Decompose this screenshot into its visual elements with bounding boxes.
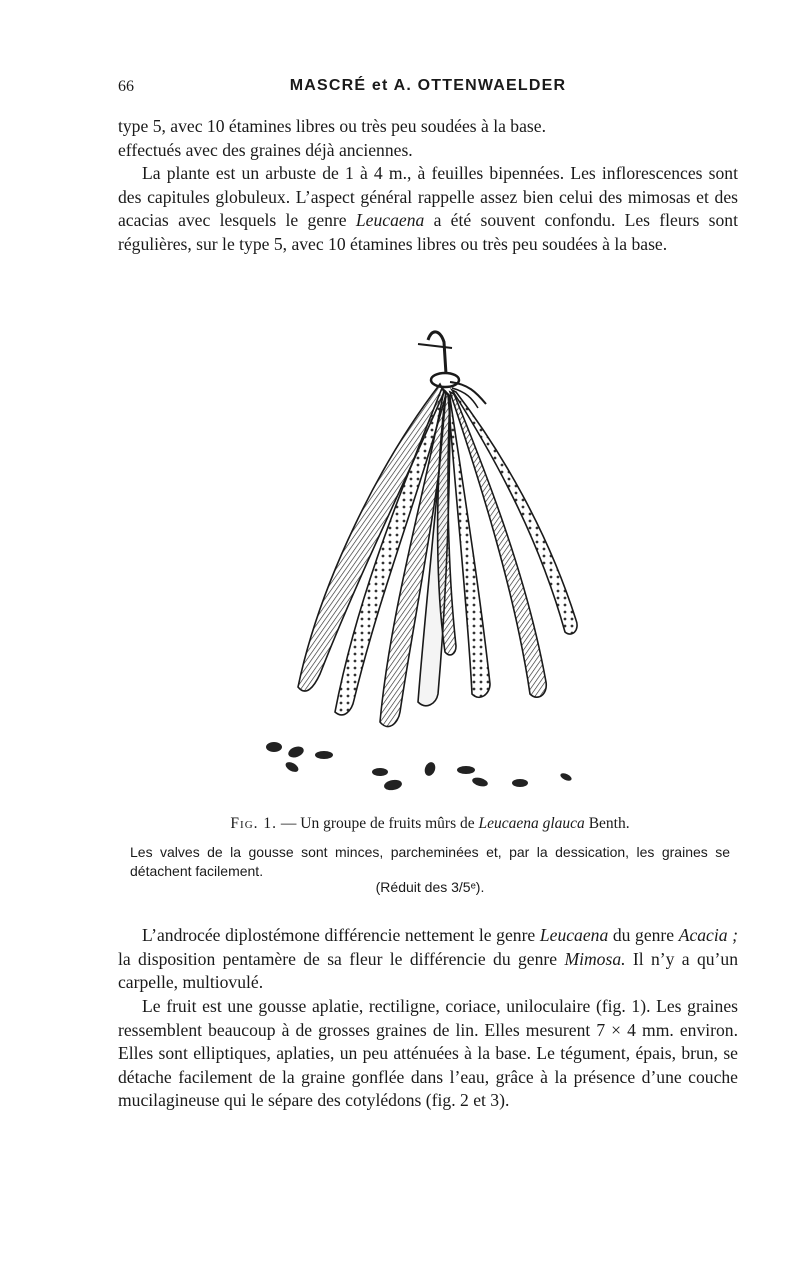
text-run: la disposition pentamère de sa fleur le différencie du genre xyxy=(118,948,565,969)
figure-label: Fig. 1. xyxy=(230,815,278,832)
figure-caption xyxy=(130,815,730,833)
text-line: effectués avec des graines déjà anciennes. xyxy=(118,139,413,160)
paragraph-continuation xyxy=(118,115,738,162)
page-header xyxy=(118,78,738,104)
genus-name: Mimosa. xyxy=(564,948,626,969)
text-run: Il n’y a qu’un carpelle, multiovulé. xyxy=(118,948,739,992)
caption-text: — Un groupe de fruits mûrs de xyxy=(277,815,479,832)
genus-name: Acacia ; xyxy=(678,925,739,945)
figure-reduction-note: (Réduit des 3/5ᵉ). xyxy=(375,879,485,895)
text-run: L’androcée diplostémone différencie nettement le genre xyxy=(142,925,540,945)
text-run: a été souvent confondu. Les fleurs sont régulières, sur le type 5, avec 10 étamines libres ou très peu soudées à la base. xyxy=(118,210,738,254)
species-name: Leucaena glauca xyxy=(478,815,585,832)
text-run: du genre xyxy=(608,925,679,945)
paragraph-plant-description xyxy=(118,162,738,256)
text-line: type 5, avec 10 étamines libres ou très peu soudées à la base. xyxy=(118,116,546,136)
loose-seeds xyxy=(266,742,573,791)
seed-pods-drawing xyxy=(240,322,600,802)
genus-name: Leucaena xyxy=(539,925,609,945)
genus-name: Leucaena xyxy=(355,210,425,230)
caption-authority: Benth. xyxy=(584,815,630,832)
figure-legend: Les valves de la gousse sont minces, parcheminées et, par la dessication, les graines se détachent facilement. xyxy=(130,844,730,879)
pod-cluster xyxy=(298,384,577,727)
paragraph-fruit: Le fruit est une gousse aplatie, rectiligne, coriace, uniloculaire (fig. 1). Les graines ressemblent beaucoup à de grosses graines de lin. Elles mesurent 7 × 4 mm. environ. Elles sont elliptiques, aplaties, un peu atténuées à la base. Le tégument, épais, brun, se détache facilement de la graine gonflée dans l’eau, grâce à la présence d’une couche mucilagineuse qui le sépare des cotylédons (fig. 2 et 3). xyxy=(118,996,738,1110)
text-run: La plante est un arbuste de 1 à 4 m., à feuilles bipennées. Les inflorescences sont des capitules globuleux. L’aspect général rappelle assez bien celui des mimosas et des acacias avec lesquels le genre xyxy=(118,163,738,230)
page-number: 66 xyxy=(118,78,134,95)
paragraph-androecium xyxy=(118,924,738,995)
running-head: MASCRÉ et A. OTTENWAELDER xyxy=(289,77,567,94)
figure-1-illustration xyxy=(240,322,600,802)
